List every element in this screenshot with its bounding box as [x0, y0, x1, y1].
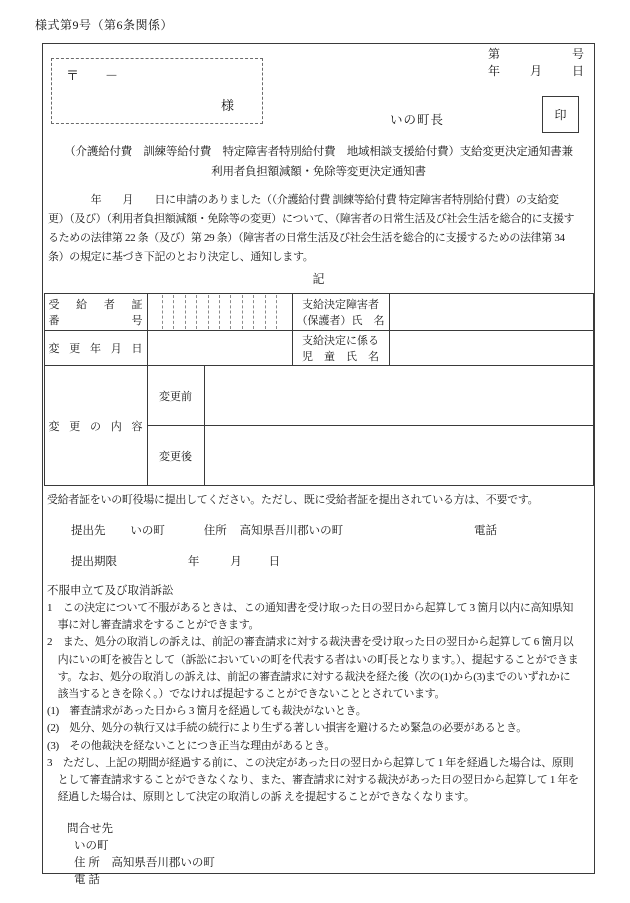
appeal-line: 経過した場合は、原則として決定の取消しの訴 えを提起することができなくなります。 [47, 791, 475, 804]
deadline-month-label: 月 [230, 556, 242, 568]
appeal-line: (3) その他裁決を経ないことにつき正当な理由があるとき。 [47, 739, 336, 752]
recipient-number-label-line2: 番 号 [48, 315, 143, 327]
child-name-label-cell [292, 331, 389, 366]
child-label-line2: 児 童 氏 名 [302, 351, 379, 363]
before-change-input-cell[interactable] [204, 366, 593, 426]
digit-box[interactable] [277, 295, 287, 329]
grantee-label-line2: （保護者）氏 名 [296, 315, 385, 327]
before-change-label-cell: 変更前 [147, 366, 204, 426]
recipient-number-label-cell [44, 294, 147, 331]
grantee-name-input-cell[interactable] [389, 294, 593, 331]
child-label-line1: 支給決定に係る [302, 335, 379, 347]
date-day-label: 日 [571, 64, 584, 78]
ki-marker: 記 [312, 272, 325, 286]
postal-code-line [66, 65, 118, 84]
document-date-line [488, 62, 584, 79]
appeal-line: 1 この決定について不服があるときは、この通知書を受け取った日の翌日から起算して 3 箇月以内に高知県知 [47, 602, 574, 614]
digit-box[interactable] [186, 295, 197, 329]
appeal-line: 内にいの町を被告として（訴訟においていの町を代表する者はいの町長となります。）、提起することができま [47, 653, 579, 666]
document-title-line2: 利用者負担額減額・免除等変更決定通知書 [211, 166, 426, 178]
digit-box[interactable] [266, 295, 277, 329]
appeal-line: 3 ただし、上記の期間が経過する前に、この決定があった日の翌日から起算して 1 年を経過した場合は、原則 [47, 756, 574, 769]
change-date-label: 変 更 年 月 日 [48, 343, 143, 355]
digit-box[interactable] [174, 295, 185, 329]
appeal-line: (1) 審査請求があった日から 3 箇月を経過しても裁決がないとき。 [47, 705, 367, 718]
digit-box[interactable] [197, 295, 208, 329]
tel-label: 電話 [474, 525, 497, 537]
appeal-line: す。なお、処分の取消しの訴えは、前記の審査請求に対する裁決を経た後（次の(1)から(3)までのいずれかに [47, 670, 571, 683]
after-change-label-cell: 変更後 [147, 426, 204, 486]
mayor-name: いの町長 [390, 113, 445, 127]
change-date-input-cell[interactable] [147, 331, 292, 366]
postal-dash: － [105, 68, 119, 83]
appeal-line: 該当するときを除く。）でなければ提起することができないこととされています。 [47, 688, 446, 701]
body-paragraph [43, 191, 594, 267]
recipient-number-input-cell[interactable] [147, 294, 292, 331]
dest-value: いの町 [130, 525, 165, 537]
contact-phone: 電 話 [74, 874, 100, 887]
digit-box[interactable] [152, 295, 163, 329]
appeal-line: (2) 処分、処分の執行又は手続の続行により生ずる著しい損害を避けるため緊急の必要があるとき。 [47, 722, 527, 735]
after-change-input-cell[interactable] [204, 426, 593, 486]
decision-table [44, 293, 594, 486]
contact-heading: 問合せ先 [67, 823, 113, 836]
document-title [43, 142, 594, 182]
digit-box[interactable] [243, 295, 254, 329]
dest-label: 提出先 [71, 525, 106, 537]
child-name-input-cell[interactable] [389, 331, 593, 366]
digit-box[interactable] [254, 295, 265, 329]
deadline-day-label: 日 [268, 556, 281, 568]
change-content-label: 変 更 の 内 容 [48, 420, 143, 433]
appeal-line: として審査請求することができなくなり、また、審査請求に対する裁決があった日の翌日から起算して 1 年を [47, 774, 579, 787]
contact-address: 住 所 高知県吾川郡いの町 [74, 857, 215, 870]
change-date-label-cell [44, 331, 147, 366]
digit-box[interactable] [231, 295, 242, 329]
doc-no-suffix: 号 [571, 47, 584, 61]
digit-boxes[interactable] [152, 295, 288, 329]
addr-label: 住所 [203, 525, 227, 537]
addressee-suffix: 様 [220, 98, 234, 113]
body-line: 更）（及び）（利用者負担額減額・免除等の変更）について、（障害者の日常生活及び社会生活を総合的に支援す [48, 213, 575, 225]
appeal-line: 事に対し審査請求をすることができます。 [47, 619, 260, 632]
grantee-label-line1: 支給決定障害者 [302, 299, 379, 311]
addr-value: 高知県吾川郡いの町 [239, 525, 344, 537]
body-line: るための法律第 22 条（及び）第 29 条）（障害者の日常生活及び社会生活を総合的に支援するための法律第 34 [48, 232, 565, 244]
appeal-section [43, 583, 594, 806]
contact-town: いの町 [74, 840, 109, 853]
change-content-label-cell [44, 366, 147, 486]
digit-box[interactable] [220, 295, 231, 329]
document-title-line1: （介護給付費 訓練等給付費 特定障害者特別給付費 地域相談支援給付費）支給変更決定通知書兼 [64, 146, 573, 158]
contact-section [43, 821, 594, 889]
submit-destination-row [43, 522, 594, 538]
body-line: 条）の規定に基づき下記のとおり決定し、通知します。 [48, 251, 314, 263]
date-year-label: 年 [488, 64, 501, 78]
appeal-heading: 不服申立て及び取消訴訟 [47, 585, 174, 597]
document-number-line [488, 45, 584, 62]
postal-mark: 〒 [66, 68, 80, 83]
recipient-number-label-line1: 受 給 者 証 [48, 299, 143, 311]
deadline-label: 提出期限 [71, 556, 117, 568]
form-number: 様式第9号（第6条関係） [35, 18, 174, 32]
submit-deadline-row [43, 553, 594, 569]
date-month-label: 月 [529, 64, 542, 78]
appeal-line: 2 また、処分の取消しの訴えは、前記の審査請求に対する裁決書を受け取った日の翌日から起算して 6 箇月以 [47, 636, 574, 649]
addressee-box[interactable] [51, 58, 263, 124]
seal-box: 印 [542, 96, 579, 133]
grantee-name-label-cell [292, 294, 389, 331]
doc-no-prefix: 第 [488, 47, 501, 61]
document-frame [42, 43, 595, 887]
document-header [43, 44, 594, 140]
digit-box[interactable] [163, 295, 174, 329]
deadline-year-label: 年 [187, 556, 200, 568]
digit-box[interactable] [209, 295, 220, 329]
body-line: 年 月 日に申請のありました（（介護給付費 訓練等給付費 特定障害者特別給付費）の支給変 [48, 194, 559, 206]
submission-note: 受給者証をいの町役場に提出してください。ただし、既に受給者証を提出されている方は、不要です。 [47, 494, 539, 506]
